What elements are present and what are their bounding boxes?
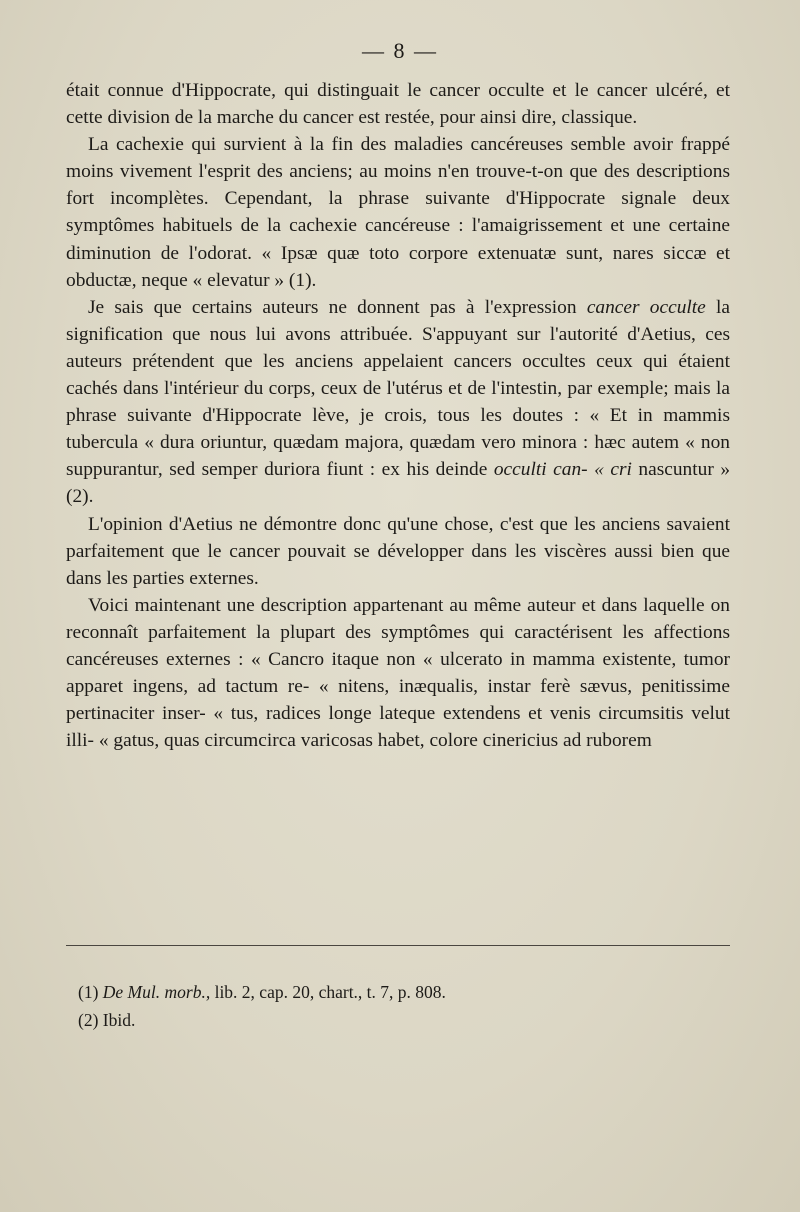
footnote-divider — [66, 945, 730, 946]
paragraph-3 — [66, 294, 730, 511]
paragraph-3-text-c: nascuntur » (2). — [66, 459, 731, 508]
paragraph-3-text-b: la signification que nous lui avons attribuée. S'appuyant sur l'autorité d'Aetius, ces auteurs prétendent que les anciens appelaient cancers occultes ceux qui étaient cachés dans l'intérieur du corps, ceux de l'utérus et de l'intestin, par exemple; mais la phrase suivante d'Hippocrate lève, je crois, tous les doutes : « Et in mammis tubercula « dura oriuntur, quædam majora, quædam vero minora : hæc autem « non suppurantur, sed semper duriora fiunt : ex his deinde — [66, 296, 730, 481]
footnote-1-title: De Mul. morb., — [102, 982, 211, 1002]
paragraph-2: La cachexie qui survient à la fin des maladies cancéreuses semble avoir frappé moins vivement l'esprit des anciens; au moins n'en trouve-t-on que des descriptions fort incomplètes. Cependant, la phrase suivante d'Hippocrate signale deux symptômes habituels de la cachexie cancéreuse : l'amaigrissement et une certaine diminution de l'odorat. « Ipsæ quæ toto corpore extenuatæ sunt, nares siccæ et obductæ, neque « elevatur » (1). — [66, 134, 730, 291]
paragraph-3-italic-occulti-cancri: occulti can- « cri — [493, 459, 632, 481]
footnote-1-reference: lib. 2, cap. 20, chart., t. 7, p. 808. — [210, 982, 446, 1002]
footnotes — [78, 978, 718, 1034]
footnote-1-marker: (1) — [78, 982, 99, 1002]
footnote-2 — [78, 1006, 718, 1034]
paragraph-5: Voici maintenant une description appartenant au même auteur et dans laquelle on reconnaît parfaitement la plupart des symptômes qui caractérisent les affections cancéreuses externes : « Cancro itaque non « ulcerato in mamma existente, tumor apparet ingens, ad tactum re- « nitens, inæqualis, instar ferè sævus, penitissime pertinaciter inser- « tus, radices longe lateque extendens et venis circumsitis velut illi- « gatus, quas circumcirca varicosas habet, colore cinericius ad ruborem — [66, 594, 730, 752]
footnote-1 — [78, 978, 718, 1006]
paragraph-3-italic-cancer-occulte: cancer occulte — [586, 296, 706, 318]
paragraph-3-text-a: Je sais que certains auteurs ne donnent pas à l'expression — [88, 296, 587, 318]
page-number: — 8 — — [362, 38, 438, 63]
paragraph-4: L'opinion d'Aetius ne démontre donc qu'une chose, c'est que les anciens savaient parfaitement que le cancer pouvait se développer dans les viscères aussi bien que dans les parties externes. — [66, 513, 730, 589]
paragraph-1: était connue d'Hippocrate, qui distinguait le cancer occulte et le cancer ulcéré, et cette division de la marche du cancer est restée, pour ainsi dire, classique. — [66, 80, 730, 129]
body-text — [66, 77, 730, 754]
footnote-2-marker: (2) — [78, 1010, 99, 1030]
footnote-2-reference: Ibid. — [98, 1010, 136, 1030]
